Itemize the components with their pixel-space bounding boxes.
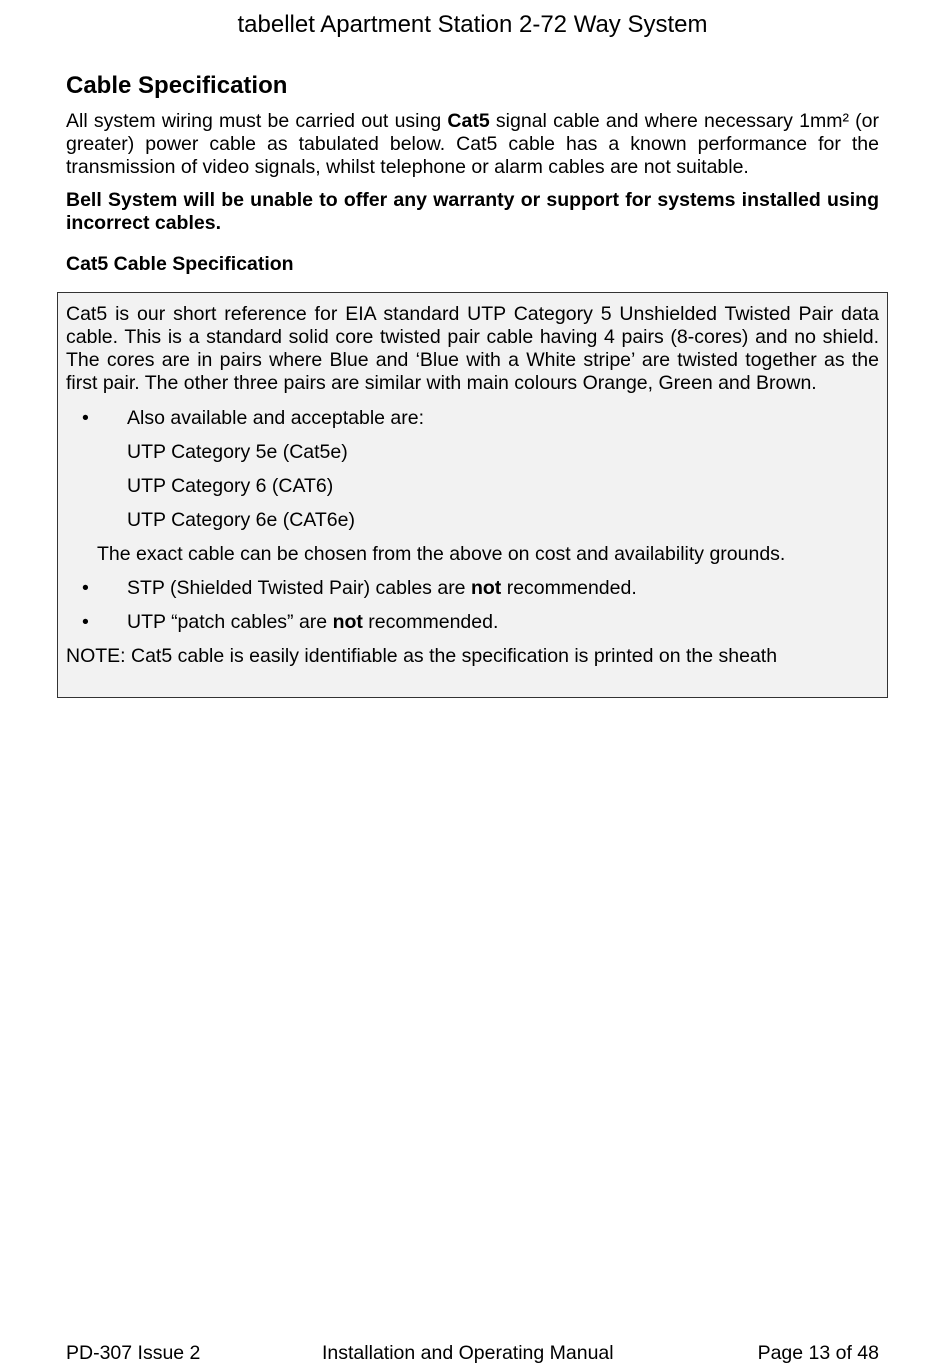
cat5-spec-box xyxy=(57,292,888,698)
alternative-cat6: UTP Category 6 (CAT6) xyxy=(127,475,334,497)
stp-bold-not: not xyxy=(470,577,502,599)
alternative-cat6e: UTP Category 6e (CAT6e) xyxy=(127,509,355,531)
bullet-utp-patch xyxy=(66,611,879,634)
utp-patch-bold-not: not xyxy=(332,611,363,633)
bullet-icon: • xyxy=(82,407,89,429)
warranty-warning: Bell System will be unable to offer any warranty or support for systems installed using incorrect cables. xyxy=(66,189,879,234)
bullet-icon: • xyxy=(82,577,89,599)
also-available-text: Also available and acceptable are: xyxy=(127,407,425,429)
footer-page-number: Page 13 of 48 xyxy=(757,1342,879,1364)
stp-text-end: recommended. xyxy=(501,577,637,599)
exact-cable-note: The exact cable can be chosen from the above on cost and availability grounds. xyxy=(97,543,786,565)
intro-bold-cat5: Cat5 xyxy=(447,110,490,132)
footer-doc-id: PD-307 Issue 2 xyxy=(66,1342,201,1364)
bullet-also-available xyxy=(66,407,879,430)
footer-manual-title: Installation and Operating Manual xyxy=(322,1342,614,1364)
bullet-stp xyxy=(66,577,879,600)
intro-text-start: All system wiring must be carried out using xyxy=(66,110,448,132)
cat5-spec-heading: Cat5 Cable Specification xyxy=(66,253,294,275)
alternative-cat5e: UTP Category 5e (Cat5e) xyxy=(127,441,348,463)
utp-patch-text-end: recommended. xyxy=(362,611,499,633)
cat5-description: Cat5 is our short reference for EIA standard UTP Category 5 Unshielded Twisted Pair data cable. This is a standard solid core twisted pair cable having 4 pairs (8-cores) and no shield. The cores are in pairs where Blue and ‘Blue with a White stripe’ are twisted together as the first pair. The other three pairs are similar with main colours Orange, Green and Brown. xyxy=(66,303,879,394)
page-header-title: tabellet Apartment Station 2-72 Way System xyxy=(237,11,708,38)
intro-text-end: signal cable and where necessary 1mm² (or greater) power cable as tabulated below. Cat5 cable has a known performance for the transmission of video signals, whilst telephone or alarm cables are not suitable. xyxy=(66,110,880,178)
stp-text-start: STP (Shielded Twisted Pair) cables are xyxy=(127,577,471,599)
section-heading: Cable Specification xyxy=(66,72,288,99)
cable-specification-section xyxy=(66,70,879,286)
utp-patch-text-start: UTP “patch cables” are xyxy=(127,611,333,633)
sheath-note: NOTE: Cat5 cable is easily identifiable as the specification is printed on the sheath xyxy=(66,645,778,667)
bullet-icon: • xyxy=(82,611,89,633)
intro-paragraph xyxy=(66,110,879,179)
